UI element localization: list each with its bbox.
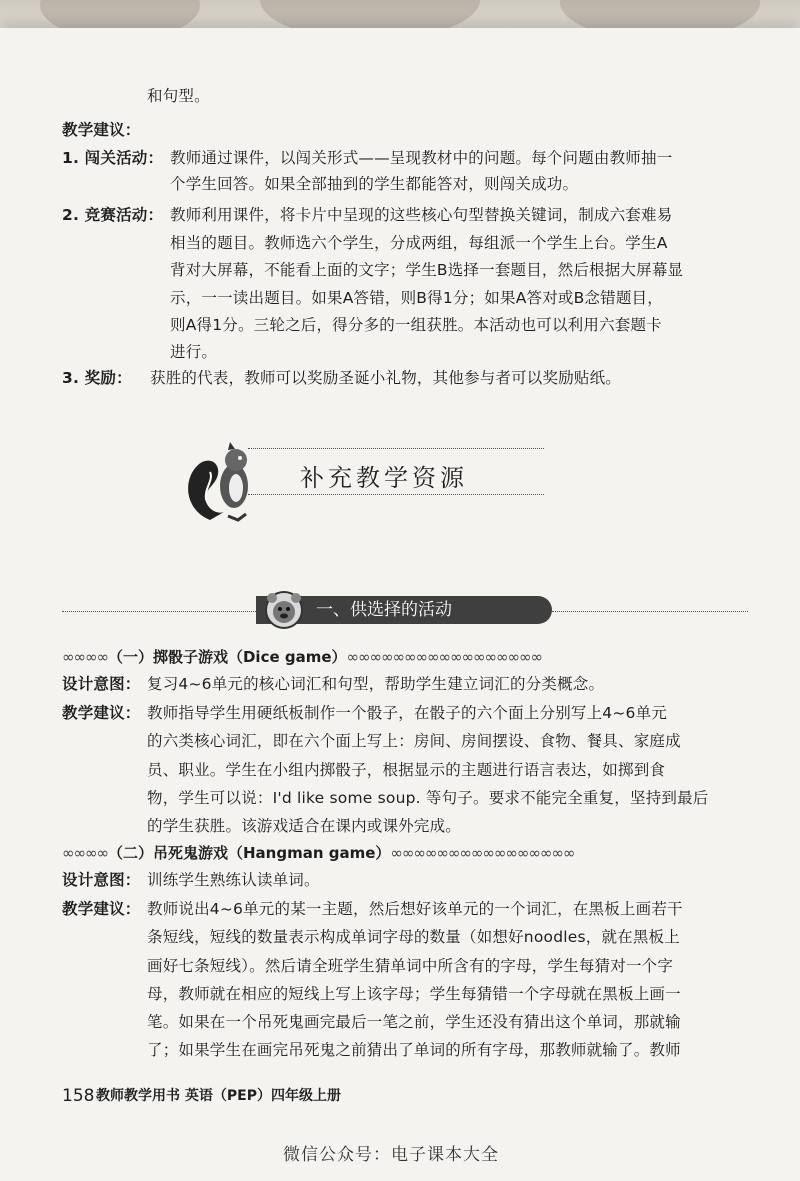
tips-line: 笔。如果在一个吊死鬼画完最后一笔之前，学生还没有猜出这个单词，那就输 (147, 1013, 681, 1031)
tips-line: 条短线，短线的数量表示构成单词字母的数量（如想好noodles，就在黑板上 (147, 928, 680, 946)
page-number: 158 (62, 1086, 95, 1106)
teaching-tips-heading: 教学建议： (62, 121, 141, 139)
squirrel-icon (180, 440, 264, 528)
tips-line: 教师说出4~6单元的某一主题，然后想好该单元的一个词汇，在黑板上画若干 (147, 900, 683, 918)
tips-line: 物，学生可以说：I'd like some soup. 等句子。要求不能完全重复，坚持到最后 (147, 789, 709, 807)
tip-label-3: 3. 奖励： (62, 369, 132, 387)
tip-line: 示，一一读出题目。如果A答错，则B得1分；如果A答对或B念错题目， (170, 289, 663, 307)
activity-1-title: （一）掷骰子游戏（Dice game） (107, 648, 347, 666)
design-text: 训练学生熟练认读单词。 (147, 871, 320, 889)
title-rule-bottom (248, 494, 544, 495)
design-label: 设计意图： (62, 675, 141, 693)
tip-line: 背对大屏幕，不能看上面的文字；学生B选择一套题目，然后根据大屏幕显 (170, 261, 684, 279)
tips-line: 的学生获胜。该游戏适合在课内或课外完成。 (147, 817, 462, 835)
design-label: 设计意图： (62, 871, 141, 889)
tip-line: 教师利用课件，将卡片中呈现的这些核心句型替换关键词，制成六套难易 (170, 206, 673, 224)
supplement-title: 补充教学资源 (300, 464, 468, 492)
continued-line: 和句型。 (147, 87, 210, 105)
tip-line: 获胜的代表，教师可以奖励圣诞小礼物，其他参与者可以奖励贴纸。 (150, 369, 622, 387)
tip-line: 个学生回答。如果全部抽到的学生都能答对，则闯关成功。 (170, 175, 579, 193)
tip-line: 教师通过课件，以闯关形式——呈现教材中的问题。每个问题由教师抽一 (170, 149, 673, 167)
tips-label: 教学建议： (62, 900, 141, 918)
activity-2-title-row: ∞∞∞∞（二）吊死鬼游戏（Hangman game）∞∞∞∞∞∞∞∞∞∞∞∞∞∞∞∞ (62, 844, 575, 862)
tips-line: 母，教师就在相应的短线上写上该字母；学生每猜错一个字母就在黑板上画一 (147, 985, 681, 1003)
book-title: 教师教学用书 英语（PEP）四年级上册 (96, 1088, 341, 1104)
watermark: 微信公众号：电子课本大全 (283, 1145, 499, 1165)
title-rule-top (248, 448, 544, 449)
banner-rule-right (552, 611, 748, 612)
design-text: 复习4~6单元的核心词汇和句型，帮助学生建立词汇的分类概念。 (147, 675, 605, 693)
tip-label-2: 2. 竞赛活动： (62, 206, 164, 224)
banner-rule-left (62, 611, 258, 612)
tip-line: 则A得1分。三轮之后，得分多的一组获胜。本活动也可以利用六套题卡 (170, 316, 662, 334)
activity-1-title-row: ∞∞∞∞（一）掷骰子游戏（Dice game）∞∞∞∞∞∞∞∞∞∞∞∞∞∞∞∞∞ (62, 648, 542, 666)
section-banner-label: 一、供选择的活动 (316, 600, 452, 620)
bear-icon (262, 590, 306, 630)
tips-label: 教学建议： (62, 704, 141, 722)
tip-line: 相当的题目。教师选六个学生，分成两组，每组派一个学生上台。学生A (170, 234, 668, 252)
tips-line: 的六类核心词汇，即在六个面上写上：房间、房间摆设、食物、餐具、家庭成 (147, 732, 681, 750)
activity-2-title: （二）吊死鬼游戏（Hangman game） (107, 844, 391, 862)
tips-line: 了；如果学生在画完吊死鬼之前猜出了单词的所有字母，那教师就输了。教师 (147, 1041, 681, 1059)
tips-line: 教师指导学生用硬纸板制作一个骰子，在骰子的六个面上分别写上4~6单元 (147, 704, 668, 722)
tips-line: 员、职业。学生在小组内掷骰子，根据显示的主题进行语言表达，如掷到食 (147, 761, 666, 779)
tip-label-1: 1. 闯关活动： (62, 149, 164, 167)
tip-line: 进行。 (170, 343, 218, 361)
tips-line: 画好七条短线）。然后请全班学生猜单词中所含有的字母，学生每猜对一个字 (147, 957, 674, 975)
